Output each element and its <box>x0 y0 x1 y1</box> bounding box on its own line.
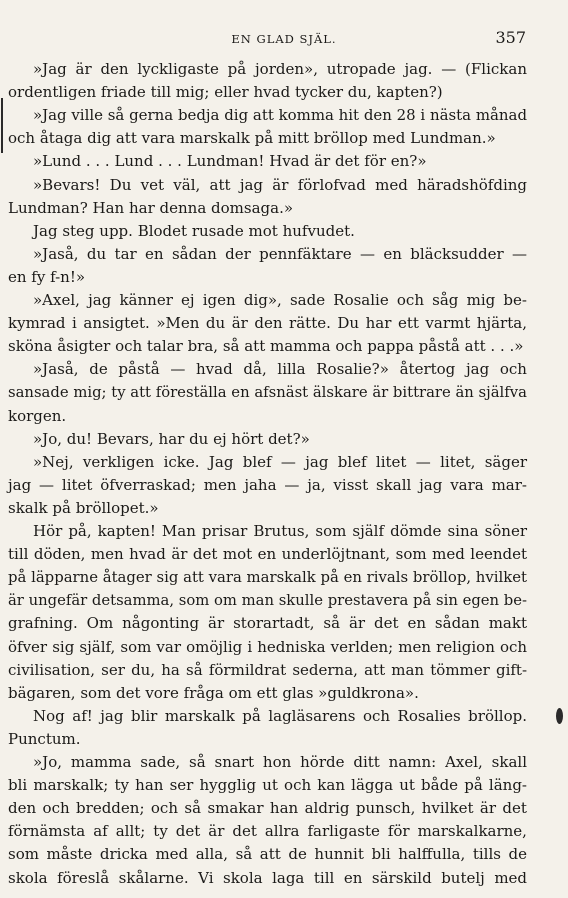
text-line: »Bevars! Du vet väl, att jag är förlofvad med häradshöfding <box>33 175 528 194</box>
text-line: en fy f-n!» <box>8 267 86 286</box>
text-line: »Jaså, de påstå — hvad då, lilla Rosalie?» återtog jag och <box>33 360 527 379</box>
text-line: skalk på bröllopet.» <box>8 498 159 517</box>
text-line: till döden, men hvad är det mot en underlöjtnant, som med leendet <box>8 545 528 564</box>
margin-ink-spot <box>556 708 563 724</box>
text-line: kymrad i ansigtet. »Men du är den rätte. Du har ett varmt hjärta, <box>8 314 527 333</box>
text-line: förnämsta af allt; ty det är det allra farligaste för marskalkarne, <box>8 822 527 841</box>
text-line: »Nej, verkligen icke. Jag blef — jag blef litet — litet, säger <box>33 452 528 471</box>
text-line: som måste dricka med alla, så att de hunnit bli halffulla, tills de <box>8 845 528 864</box>
text-line: Nog af! jag blir marskalk på lagläsarens och Rosalies bröllop. <box>33 706 527 725</box>
text-line: »Jaså, du tar en sådan der pennfäktare — en bläcksudder — <box>33 244 528 263</box>
text-line: skola föreslå skålarne. Vi skola laga till en särskild butelj med <box>8 868 528 887</box>
text-line: ordentligen friade till mig; eller hvad tycker du, kapten?) <box>8 83 443 102</box>
running-head <box>0 28 568 50</box>
text-line: »Lund . . . Lund . . . Lundman! Hvad är det för en?» <box>33 152 427 171</box>
text-line: grafning. Om någonting är storartadt, så är det en sådan makt <box>8 614 527 633</box>
text-line: på läpparne åtager sig att vara marskalk på en rivals bröllop, hvilket <box>8 568 527 587</box>
text-line: sansade mig; ty att föreställa en afsnäst älskare är bittrare än själfva <box>8 384 527 402</box>
text-line: sköna åsigter och talar bra, så att mamma och pappa påstå att . . .» <box>8 337 524 356</box>
text-line: Punctum. <box>8 729 81 748</box>
text-line: är ungefär detsamma, som om man skulle prestavera på sin egen be- <box>8 592 527 610</box>
text-line: bli marskalk; ty han ser hygglig ut och kan lägga ut både på läng- <box>8 776 527 795</box>
text-line: »Jo, mamma sade, så snart hon hörde ditt namn: Axel, skall <box>33 753 528 771</box>
text-line: den och bredden; och så smakar han aldrig punsch, hvilket är det <box>8 799 527 818</box>
text-line: »Jo, du! Bevars, har du ej hört det?» <box>33 429 310 448</box>
text-line: Lundman? Han har denna domsaga.» <box>8 198 294 217</box>
text-line: »Jag är den lyckligaste på jorden», utropade jag. — (Flickan <box>33 60 527 78</box>
text-line: jag — litet öfverraskad; men jaha — ja, visst skall jag vara mar- <box>8 475 527 494</box>
text-line: civilisation, ser du, ha så förmildrat sederna, att man tömmer gift- <box>8 660 528 679</box>
text-line: korgen. <box>8 406 67 425</box>
text-line: och åtaga dig att vara marskalk på mitt bröllop med Lundman.» <box>8 129 496 148</box>
text-line: »Jag ville så gerna bedja dig att komma hit den 28 i nästa månad <box>33 106 528 125</box>
text-line: Jag steg upp. Blodet rusade mot hufvudet. <box>33 221 355 240</box>
text-line: Hör på, kapten! Man prisar Brutus, som själf dömde sina söner <box>33 522 528 540</box>
text-line: »Axel, jag känner ej igen dig», sade Rosalie och såg mig be- <box>33 291 527 309</box>
page-number: 357 <box>495 28 526 47</box>
binding-edge-mark <box>1 98 3 153</box>
text-line: öfver sig själf, som var omöjlig i hedniska verlden; men religion och <box>8 637 528 656</box>
running-title: EN GLAD SJÄL. <box>231 32 337 46</box>
text-line: bägaren, som det vore fråga om ett glas »guldkrona». <box>8 683 419 702</box>
